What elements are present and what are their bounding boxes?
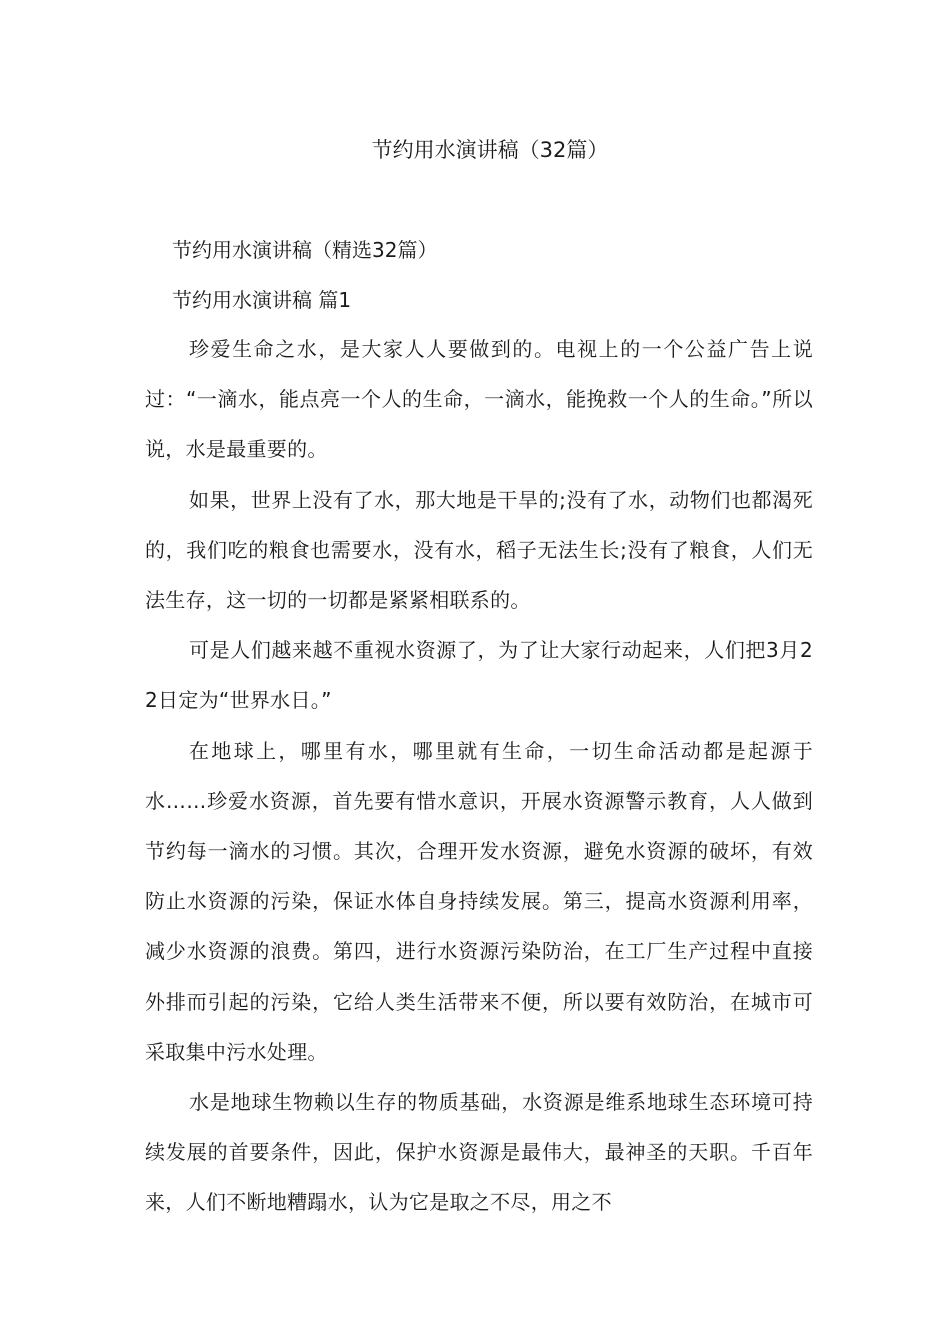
paragraph: 可是人们越来越不重视水资源了，为了让大家行动起来，人们把3月22日定为“世界水日。” [145, 638, 813, 713]
document-subtitle: 节约用水演讲稿（精选32篇） [172, 238, 438, 262]
paragraph: 如果，世界上没有了水，那大地是干旱的;没有了水，动物们也都渴死的，我们吃的粮食也需要水，没有水，稻子无法生长;没有了粮食，人们无法生存，这一切的一切都是紧紧相联系的。 [145, 487, 813, 613]
body-text [145, 324, 813, 1228]
document-title: 节约用水演讲稿（32篇） [371, 138, 609, 162]
paragraph: 在地球上，哪里有水，哪里就有生命，一切生命活动都是起源于水……珍爱水资源，首先要有惜水意识，开展水资源警示教育，人人做到节约每一滴水的习惯。其次，合理开发水资源，避免水资源的破坏，有效防止水资源的污染，保证水体自身持续发展。第三，提高水资源利用率，减少水资源的浪费。第四，进行水资源污染防治，在工厂生产过程中直接外排而引起的污染，它给人类生活带来不便，所以要有效防治，在城市可采取集中污水处理。 [145, 738, 813, 1064]
section-heading: 节约用水演讲稿 篇1 [172, 288, 352, 312]
paragraph: 水是地球生物赖以生存的物质基础，水资源是维系地球生态环境可持续发展的首要条件，因此，保护水资源是最伟大，最神圣的天职。千百年来，人们不断地糟蹋水，认为它是取之不尽，用之不 [145, 1090, 813, 1215]
paragraph: 珍爱生命之水，是大家人人要做到的。电视上的一个公益广告上说过：“一滴水，能点亮一个人的生命，一滴水，能挽救一个人的生命。”所以说，水是最重要的。 [145, 337, 813, 462]
